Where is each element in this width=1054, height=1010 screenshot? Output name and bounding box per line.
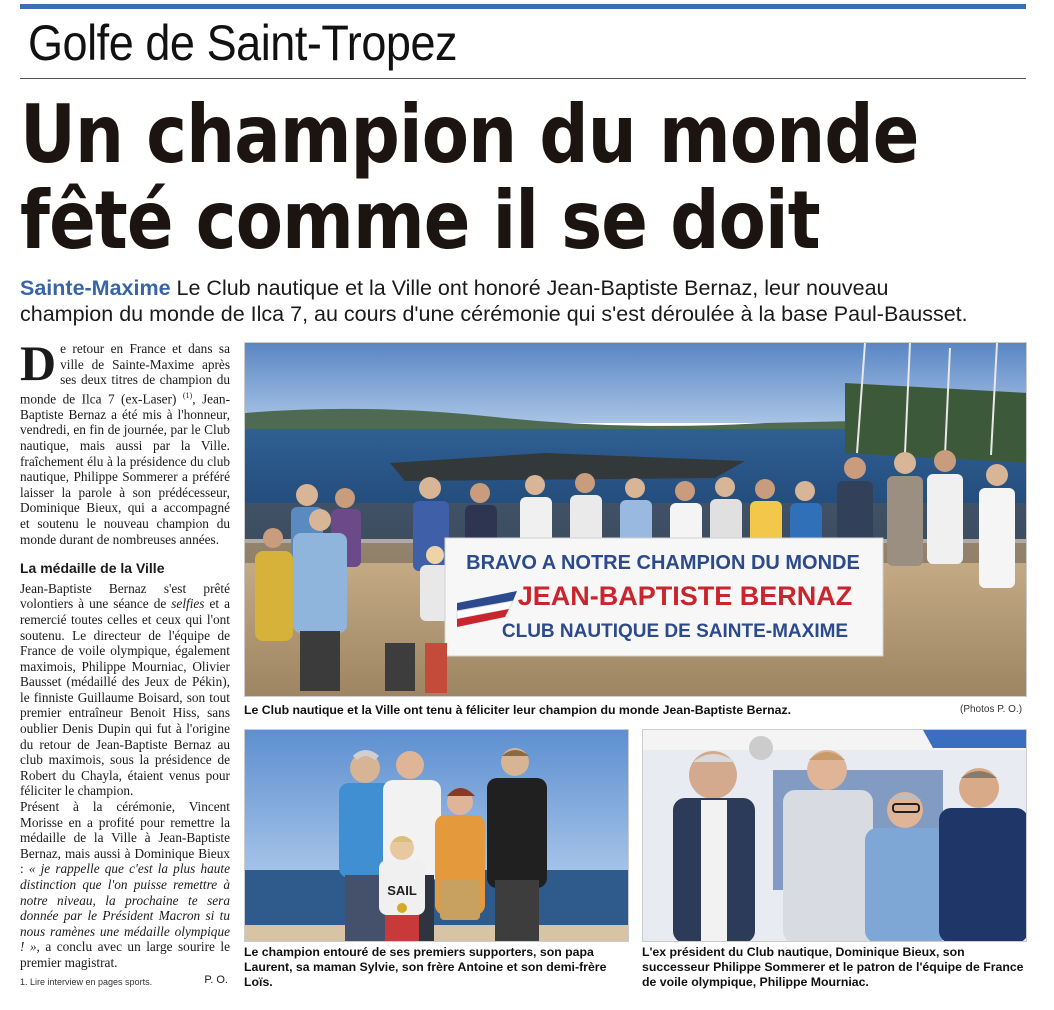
lead-paragraph <box>20 275 1030 327</box>
photo-credit: (Photos P. O.) <box>960 704 1023 715</box>
lead-line-2: champion du monde de Ilca 7, au cours d'une cérémonie qui s'est déroulée à la base Paul-Bausset. <box>20 302 968 326</box>
article-body <box>20 335 230 988</box>
section-rule <box>20 78 1026 79</box>
author-signature: P. O. <box>204 973 228 986</box>
headline <box>20 88 1030 267</box>
footnote: 1. Lire interview en pages sports. <box>20 977 153 987</box>
banner-line-2: JEAN-BAPTISTE BERNAZ <box>517 581 853 611</box>
officials-photo-caption: L'ex président du Club nautique, Dominique Bieux, son successeur Philippe Sommerer et le patron de l'équipe de France de voile olympique, Philippe Mourniac. <box>642 945 1024 989</box>
subhead-medal: La médaille de la Ville <box>20 560 165 577</box>
headline-line-2: fêté comme il se doit <box>20 174 820 267</box>
banner-line-3: CLUB NAUTIQUE DE SAINTE-MAXIME <box>501 621 849 642</box>
paragraph-3: Présent à la cérémonie, Vincent Morisse en a profité pour remettre la médaille de la Ville à Jean-Baptiste Bernaz, mais aussi à Dominique Bieux : « je rappelle que c'est la plus haute distinction que l'on puisse remettre à notre niveau, la prochaine te sera donnée par le Président Macron si tu nous ramènes une médaille olympique ! », a conclu avec un large sourire le premier magistrat. <box>20 799 230 970</box>
banner <box>445 538 883 656</box>
paragraph-1: De retour en France et dans sa ville de Sainte-Maxime après ses deux titres de champion du monde de Ilca 7 (ex-Laser) $^{(1)}$, Jean-Baptiste Bernaz a été mis à l'honneur, vendredi, en fin de journée, par le Club nautique, mais aussi par la Ville. fraîchement élu à la présidence du club nautique, Philippe Sommerer a préféré laisser la parole à son prédécesseur, Dominique Bieux, qui a accompagné et soutenu le nouveau champion du monde durant de nombreuses années. <box>20 335 230 547</box>
banner-line-1: BRAVO A NOTRE CHAMPION DU MONDE <box>466 552 860 574</box>
headline-line-1: Un champion du monde <box>20 88 919 181</box>
officials-photo <box>642 729 1027 942</box>
family-photo <box>244 729 629 942</box>
top-rule <box>20 4 1026 9</box>
paragraph-2: Jean-Baptiste Bernaz s'est prêté volontiers à une séance de selfies et a remercié toutes celles et ceux qui l'ont soutenu. Le directeur de l'équipe de France de voile olympique, également maximois, Philippe Mourniac, Olivier Bausset (médaillé des Jeux de Pékin), le finniste Guillaume Boisard, son tout premier entraîneur Benoit Hiss, sans oublier Denis Dupin qui fut à l'origine du retour de Jean-Baptiste Bernaz au club maximois, sous la présidence de Robert du Chayla, étaient venus pour féliciter le champion. <box>20 580 230 799</box>
lead-line-1: Le Club nautique et la Ville ont honoré Jean-Baptiste Bernaz, leur nouveau <box>170 276 889 300</box>
lead-place: Sainte-Maxime <box>20 276 171 300</box>
mayor-quote: « je rappelle que c'est la plus haute distinction que l'on puisse remettre à notre niveau, la prochaine te sera donnée par le Président Macron si tu nous ramènes une médaille olympique ! » <box>20 861 230 955</box>
family-photo-caption: Le champion entouré de ses premiers supporters, son papa Laurent, sa maman Sylvie, son frère Antoine et son demi-frère Loïs. <box>244 945 607 989</box>
main-photo <box>244 342 1027 697</box>
drop-cap: D <box>20 335 57 391</box>
footnote-ref: (1) <box>182 390 193 400</box>
section-title: Golfe de Saint-Tropez <box>28 15 458 71</box>
main-photo-caption: Le Club nautique et la Ville ont tenu à féliciter leur champion du monde Jean-Baptiste Bernaz. <box>244 703 792 717</box>
shirt-text: SAIL <box>387 883 417 898</box>
